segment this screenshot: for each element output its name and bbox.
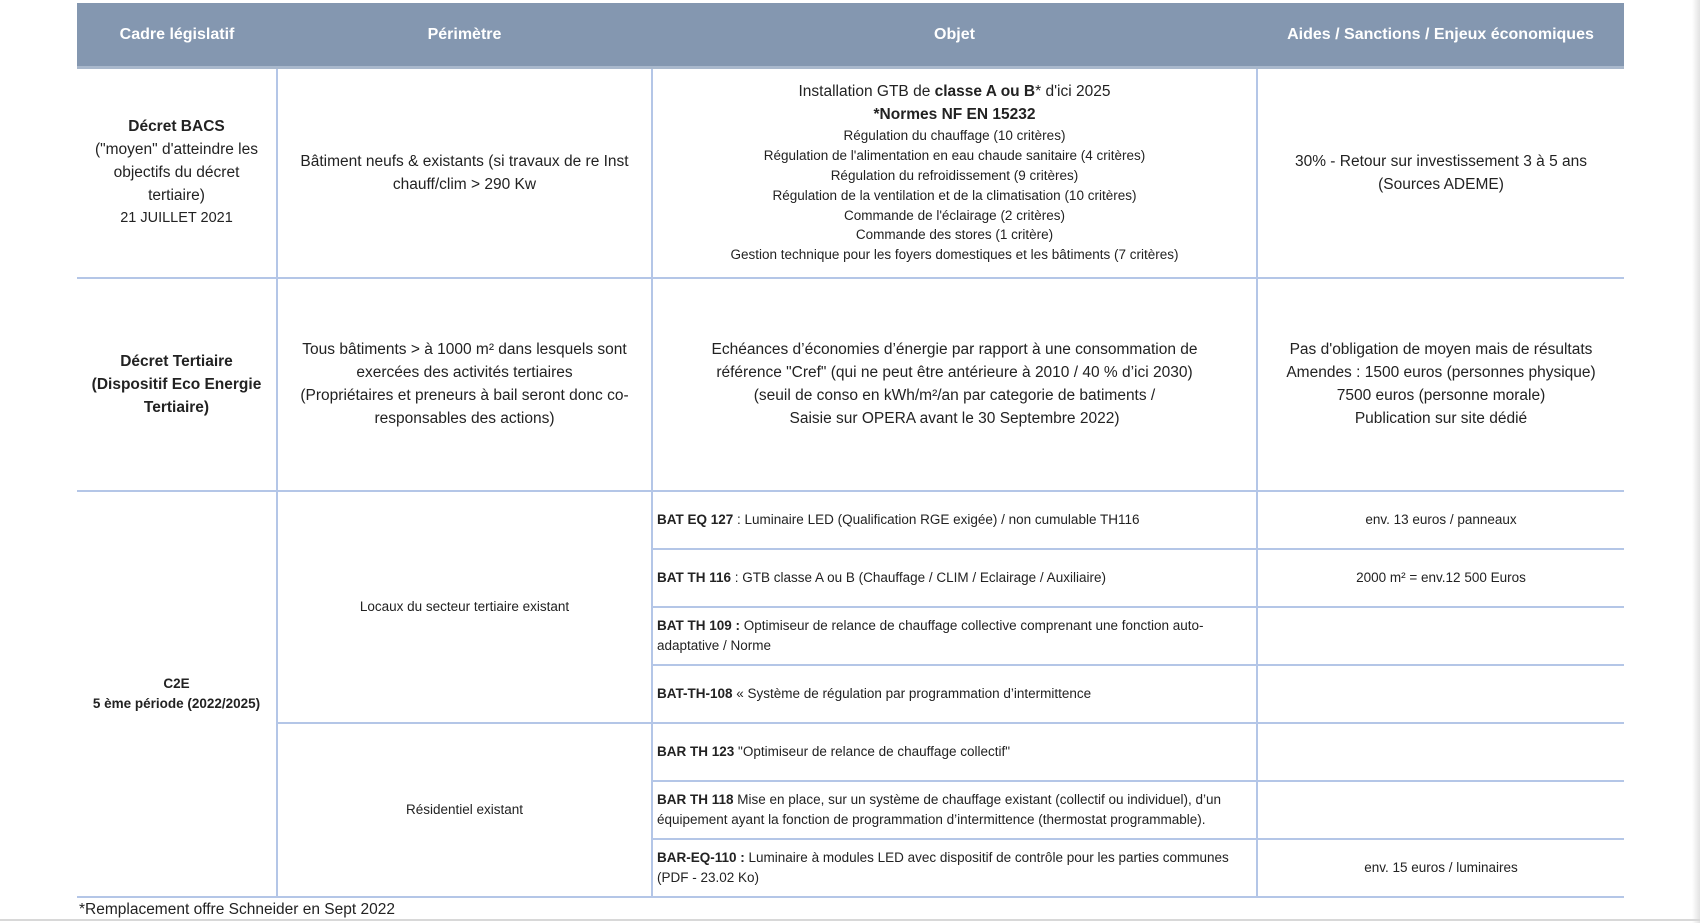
c2e-code: BAR TH 123: [657, 743, 735, 759]
c2e-text: Optimiseur de relance de chauffage collective comprenant une fonction auto-adaptative / Norme: [657, 617, 1204, 653]
tertiaire-objet-line1: Echéances d’économies d’énergie par rapport à une consommation de référence "Cref" (qui ne peut être antérieure à 2010 / 40 % d’ici 2030): [711, 341, 1198, 381]
tertiaire-cadre-cell: [77, 278, 277, 491]
c2e-objet-cell: [652, 607, 1257, 665]
c2e-objet-cell: [652, 723, 1257, 781]
bacs-objet-item: Commande de l'éclairage (2 critères): [844, 207, 1065, 223]
c2e-cadre-cell: [77, 491, 277, 897]
c2e-text: Luminaire à modules LED avec dispositif de contrôle pour les parties communes (PDF - 23.02 Ko): [657, 849, 1229, 885]
bacs-objet-item: Commande des stores (1 critère): [855, 227, 1054, 243]
bacs-objet-cell: [652, 68, 1257, 278]
bacs-objet-item: Régulation de l'alimentation en eau chaude sanitaire (4 critères): [763, 148, 1146, 164]
c2e-objet-cell: [652, 549, 1257, 607]
bacs-perimetre-cell: Bâtiment neufs & existants (si travaux de re Inst chauff/clim > 290 Kw: [277, 68, 652, 278]
c2e-code: BAT-TH-108: [657, 685, 733, 701]
c2e-text: « Système de régulation par programmation d’intermittence: [732, 685, 1092, 701]
c2e-text: "Optimiseur de relance de chauffage collectif": [734, 743, 1011, 759]
tertiaire-objet-line3: Saisie sur OPERA avant le 30 Septembre 2022): [789, 410, 1120, 427]
bacs-title: Décret BACS: [128, 118, 225, 136]
c2e-aide-cell: env. 15 euros / luminaires: [1257, 839, 1624, 897]
c2e-code: BAT TH 116: [657, 569, 732, 585]
row-tertiaire: [77, 278, 1624, 491]
bacs-cadre-cell: [77, 68, 277, 278]
bacs-objet-suffix: * d'ici 2025: [1035, 83, 1111, 101]
c2e-perimetre-residentiel: Résidentiel existant: [277, 723, 652, 897]
bacs-objet-prefix: Installation GTB de: [798, 83, 935, 101]
c2e-aide-cell: [1257, 665, 1624, 723]
c2e-objet-cell: [652, 839, 1257, 897]
c2e-aide-cell: [1257, 723, 1624, 781]
c2e-text: Mise en place, sur un système de chauffage existant (collectif ou individuel), d’un équipement ayant la fonction de programmation d’intermittence (thermostat programmable).: [657, 791, 1222, 827]
header-cadre: Cadre législatif: [77, 3, 277, 68]
tertiaire-title-line1: Décret Tertiaire: [120, 352, 233, 370]
bacs-objet-item: Régulation de la ventilation et de la climatisation (10 critères): [772, 187, 1137, 203]
header-row: [77, 3, 1624, 68]
page-edge-shadow: [1692, 0, 1700, 923]
tertiaire-objet-cell: [652, 278, 1257, 491]
tertiaire-aides-line: Pas d'obligation de moyen mais de résultats: [1289, 341, 1593, 358]
c2e-objet-cell: [652, 781, 1257, 839]
header-perimetre: Périmètre: [277, 3, 652, 68]
page-bottom-divider: [0, 919, 1700, 921]
bacs-objet-normes: *Normes NF EN 15232: [873, 106, 1036, 124]
bacs-objet-item: Gestion technique pour les foyers domestiques et les bâtiments (7 critères): [730, 247, 1179, 263]
bacs-aides-line2: (Sources ADEME): [1378, 175, 1504, 193]
c2e-code: BAR-EQ-110 :: [657, 849, 745, 865]
bacs-subtitle: ("moyen" d'atteindre les objectifs du décret tertiaire): [94, 141, 258, 205]
c2e-code: BAR TH 118: [657, 791, 734, 807]
c2e-row: [77, 723, 1624, 781]
bacs-date: 21 JUILLET 2021: [120, 210, 233, 227]
c2e-perimetre-tertiaire: Locaux du secteur tertiaire existant: [277, 491, 652, 723]
regulation-table: [77, 3, 1624, 898]
tertiaire-aides-line: Amendes : 1500 euros (personnes physique): [1286, 364, 1596, 381]
header-objet: Objet: [652, 3, 1257, 68]
c2e-row: [77, 491, 1624, 549]
c2e-text: : GTB classe A ou B (Chauffage / CLIM / Eclairage / Auxiliaire): [731, 569, 1106, 585]
c2e-code: BAT TH 109 :: [657, 617, 741, 633]
c2e-aide-cell: [1257, 607, 1624, 665]
tertiaire-perimetre-line2: (Propriétaires et preneurs à bail seront donc co-responsables des actions): [300, 387, 629, 427]
bacs-objet-item: Régulation du chauffage (10 critères): [843, 128, 1066, 144]
bacs-objet-item: Régulation du refroidissement (9 critères): [830, 168, 1079, 184]
row-bacs: [77, 68, 1624, 278]
bacs-objet-line1: [661, 80, 1248, 103]
tertiaire-perimetre-cell: [277, 278, 652, 491]
tertiaire-perimetre-line1: Tous bâtiments > à 1000 m² dans lesquels sont exercées des activités tertiaires: [302, 341, 627, 381]
c2e-aide-cell: 2000 m² = env.12 500 Euros: [1257, 549, 1624, 607]
c2e-objet-cell: [652, 665, 1257, 723]
c2e-title-line1: C2E: [163, 675, 190, 691]
tertiaire-title-line2: (Dispositif Eco Energie Tertiaire): [91, 375, 262, 416]
header-aides: Aides / Sanctions / Enjeux économiques: [1257, 3, 1624, 68]
footnote: *Remplacement offre Schneider en Sept 2022: [79, 901, 395, 918]
tertiaire-aides-line: 7500 euros (personne morale): [1336, 387, 1546, 404]
bacs-objet-bold: classe A ou B: [934, 83, 1036, 101]
c2e-text: : Luminaire LED (Qualification RGE exigée) / non cumulable TH116: [733, 511, 1140, 527]
c2e-code: BAT EQ 127: [657, 511, 734, 527]
tertiaire-aides-line: Publication sur site dédié: [1354, 410, 1528, 427]
c2e-objet-cell: [652, 491, 1257, 549]
tertiaire-aides-cell: [1257, 278, 1624, 491]
bacs-aides-line1: 30% - Retour sur investissement 3 à 5 ans: [1294, 152, 1588, 170]
c2e-aide-cell: env. 13 euros / panneaux: [1257, 491, 1624, 549]
c2e-aide-cell: [1257, 781, 1624, 839]
c2e-title-line2: 5 ème période (2022/2025): [92, 695, 261, 711]
tertiaire-objet-line2: (seuil de conso en kWh/m²/an par categorie de batiments /: [753, 387, 1156, 404]
bacs-aides-cell: [1257, 68, 1624, 278]
